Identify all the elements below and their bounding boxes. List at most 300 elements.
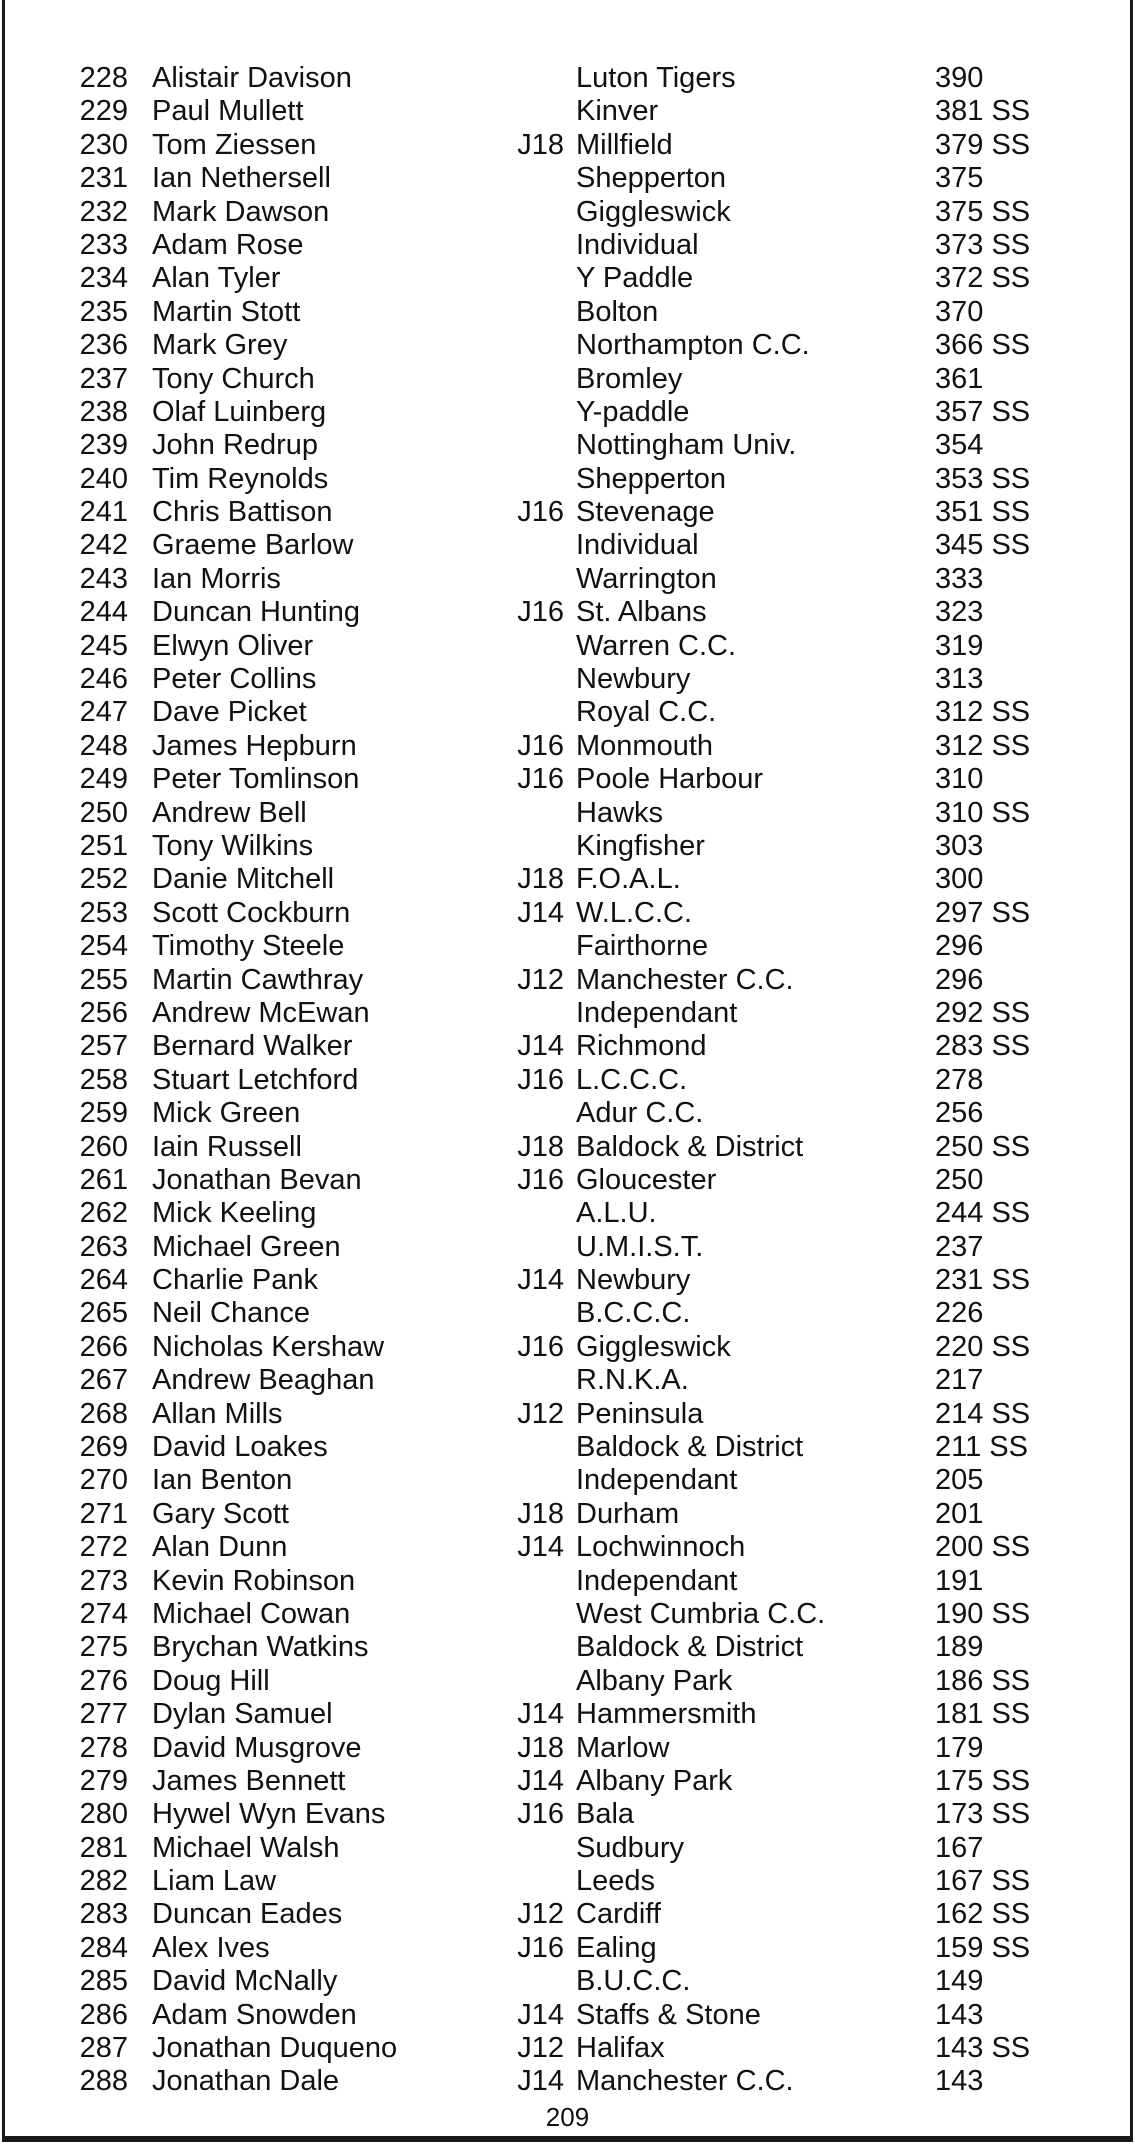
club-cell: Poole Harbour: [576, 763, 763, 796]
table-row: [0, 1431, 1135, 1464]
age-category-cell: J16: [517, 763, 564, 796]
club-cell: Individual: [576, 228, 699, 261]
table-row: [0, 1498, 1135, 1531]
competitor-name-cell: Olaf Luinberg: [152, 395, 327, 428]
table-row: [0, 1932, 1135, 1965]
score-cell: 181 SS: [935, 1698, 1031, 1731]
position-cell: 263: [79, 1230, 128, 1263]
table-row: [0, 863, 1135, 896]
score-cell: 143: [935, 1998, 984, 2031]
competitor-name-cell: Andrew Bell: [152, 796, 307, 829]
club-cell: Shepperton: [576, 162, 726, 195]
competitor-name-cell: Kevin Robinson: [152, 1564, 356, 1597]
club-cell: Warren C.C.: [576, 629, 737, 662]
position-cell: 262: [79, 1197, 128, 1230]
competitor-name-cell: David Musgrove: [152, 1731, 362, 1764]
club-cell: Staffs & Stone: [576, 1998, 761, 2031]
competitor-name-cell: Duncan Eades: [152, 1898, 343, 1931]
age-category-cell: J14: [517, 1531, 564, 1564]
table-row: [0, 630, 1135, 663]
position-cell: 239: [79, 429, 128, 462]
club-cell: Warrington: [576, 562, 717, 595]
table-row: [0, 262, 1135, 295]
table-row: [0, 1665, 1135, 1698]
club-cell: Luton Tigers: [576, 62, 736, 94]
score-cell: 370: [935, 295, 984, 328]
club-cell: B.C.C.C.: [576, 1297, 691, 1330]
table-row: [0, 1631, 1135, 1664]
position-cell: 275: [79, 1631, 128, 1664]
club-cell: St. Albans: [576, 596, 707, 629]
club-cell: Sudbury: [576, 1831, 685, 1864]
table-row: [0, 396, 1135, 429]
age-category-cell: J16: [517, 1798, 564, 1831]
age-category-cell: J14: [517, 1764, 564, 1797]
competitor-name-cell: John Redrup: [152, 429, 319, 462]
score-cell: 217: [935, 1364, 984, 1397]
competitor-name-cell: Elwyn Oliver: [152, 629, 314, 662]
club-cell: Bala: [576, 1798, 635, 1831]
score-cell: 300: [935, 863, 984, 896]
club-cell: Halifax: [576, 2032, 665, 2065]
score-cell: 173 SS: [935, 1798, 1031, 1831]
age-category-cell: J16: [517, 729, 564, 762]
competitor-name-cell: Tony Wilkins: [152, 829, 314, 862]
score-cell: 319: [935, 629, 984, 662]
club-cell: U.M.I.S.T.: [576, 1230, 704, 1263]
table-row: [0, 1197, 1135, 1230]
score-cell: 375 SS: [935, 195, 1031, 228]
position-cell: 229: [79, 95, 128, 128]
position-cell: 286: [79, 1998, 128, 2031]
score-cell: 175 SS: [935, 1764, 1031, 1797]
score-cell: 278: [935, 1063, 984, 1096]
club-cell: Y-paddle: [576, 395, 690, 428]
club-cell: Fairthorne: [576, 930, 709, 963]
score-cell: 231 SS: [935, 1264, 1031, 1297]
table-row: [0, 162, 1135, 195]
club-cell: Monmouth: [576, 729, 714, 762]
competitor-name-cell: Iain Russell: [152, 1130, 302, 1163]
score-cell: 226: [935, 1297, 984, 1330]
table-row: [0, 1798, 1135, 1831]
position-cell: 273: [79, 1564, 128, 1597]
age-category-cell: J16: [517, 596, 564, 629]
competitor-name-cell: James Bennett: [152, 1764, 346, 1797]
score-cell: 159 SS: [935, 1931, 1031, 1964]
score-cell: 189: [935, 1631, 984, 1664]
table-row: [0, 1832, 1135, 1865]
table-row: [0, 1898, 1135, 1931]
score-cell: 179: [935, 1731, 984, 1764]
table-row: [0, 1097, 1135, 1130]
score-cell: 201: [935, 1497, 984, 1530]
table-row: [0, 596, 1135, 629]
score-cell: 211 SS: [935, 1431, 1028, 1464]
position-cell: 287: [79, 2032, 128, 2065]
club-cell: L.C.C.C.: [576, 1063, 688, 1096]
position-cell: 230: [79, 128, 128, 161]
competitor-name-cell: Gary Scott: [152, 1497, 289, 1530]
table-row: [0, 1398, 1135, 1431]
table-row: [0, 1331, 1135, 1364]
table-row: [0, 763, 1135, 796]
competitor-name-cell: Adam Snowden: [152, 1998, 357, 2031]
position-cell: 237: [79, 362, 128, 395]
table-row: [0, 2065, 1135, 2098]
position-cell: 238: [79, 395, 128, 428]
position-cell: 278: [79, 1731, 128, 1764]
age-category-cell: J14: [517, 1698, 564, 1731]
score-cell: 162 SS: [935, 1898, 1031, 1931]
club-cell: Hawks: [576, 796, 664, 829]
position-cell: 272: [79, 1531, 128, 1564]
position-cell: 242: [79, 529, 128, 562]
competitor-name-cell: Mick Keeling: [152, 1197, 317, 1230]
age-category-cell: J12: [517, 963, 564, 996]
club-cell: Gloucester: [576, 1163, 717, 1196]
position-cell: 283: [79, 1898, 128, 1931]
position-cell: 264: [79, 1264, 128, 1297]
position-cell: 245: [79, 629, 128, 662]
competitor-name-cell: David Loakes: [152, 1431, 328, 1464]
position-cell: 285: [79, 1965, 128, 1998]
competitor-name-cell: Alan Tyler: [152, 262, 281, 295]
position-cell: 256: [79, 996, 128, 1029]
score-cell: 381 SS: [935, 95, 1031, 128]
score-cell: 292 SS: [935, 996, 1031, 1029]
age-category-cell: J12: [517, 1898, 564, 1931]
score-cell: 237: [935, 1230, 984, 1263]
table-row: [0, 797, 1135, 830]
table-row: [0, 830, 1135, 863]
competitor-name-cell: Peter Tomlinson: [152, 763, 360, 796]
score-cell: 312 SS: [935, 696, 1031, 729]
age-category-cell: J12: [517, 2032, 564, 2065]
table-row: [0, 1565, 1135, 1598]
position-cell: 277: [79, 1698, 128, 1731]
position-cell: 280: [79, 1798, 128, 1831]
position-cell: 281: [79, 1831, 128, 1864]
position-cell: 251: [79, 829, 128, 862]
competitor-name-cell: Michael Walsh: [152, 1831, 340, 1864]
score-cell: 250 SS: [935, 1130, 1031, 1163]
age-category-cell: J18: [517, 1497, 564, 1530]
score-cell: 296: [935, 930, 984, 963]
competitor-name-cell: Timothy Steele: [152, 930, 345, 963]
score-cell: 310: [935, 763, 984, 796]
age-category-cell: J16: [517, 1163, 564, 1196]
age-category-cell: J14: [517, 2065, 564, 2098]
position-cell: 247: [79, 696, 128, 729]
club-cell: Shepperton: [576, 462, 726, 495]
club-cell: Manchester C.C.: [576, 963, 794, 996]
table-row: [0, 1999, 1135, 2032]
position-cell: 282: [79, 1865, 128, 1898]
score-cell: 167: [935, 1831, 984, 1864]
score-cell: 310 SS: [935, 796, 1031, 829]
position-cell: 241: [79, 496, 128, 529]
competitor-name-cell: Jonathan Dale: [152, 2065, 340, 2098]
table-row: [0, 1030, 1135, 1063]
club-cell: West Cumbria C.C.: [576, 1597, 826, 1630]
club-cell: Independant: [576, 1464, 738, 1497]
competitor-name-cell: Michael Green: [152, 1230, 341, 1263]
table-row: [0, 463, 1135, 496]
score-cell: 143: [935, 2065, 984, 2098]
competitor-name-cell: Mick Green: [152, 1097, 301, 1130]
age-category-cell: J18: [517, 1731, 564, 1764]
table-row: [0, 229, 1135, 262]
position-cell: 234: [79, 262, 128, 295]
score-cell: 379 SS: [935, 128, 1031, 161]
competitor-name-cell: Danie Mitchell: [152, 863, 335, 896]
table-row: [0, 363, 1135, 396]
score-cell: 250: [935, 1163, 984, 1196]
score-cell: 366 SS: [935, 329, 1031, 362]
club-cell: Hammersmith: [576, 1698, 757, 1731]
table-row: [0, 196, 1135, 229]
club-cell: Lochwinnoch: [576, 1531, 746, 1564]
table-row: [0, 663, 1135, 696]
score-cell: 375: [935, 162, 984, 195]
score-cell: 167 SS: [935, 1865, 1031, 1898]
competitor-name-cell: Charlie Pank: [152, 1264, 319, 1297]
club-cell: Stevenage: [576, 496, 715, 529]
position-cell: 228: [79, 62, 128, 94]
position-cell: 257: [79, 1030, 128, 1063]
competitor-name-cell: Scott Cockburn: [152, 896, 351, 929]
position-cell: 266: [79, 1330, 128, 1363]
table-row: [0, 1231, 1135, 1264]
position-cell: 261: [79, 1163, 128, 1196]
competitor-name-cell: Peter Collins: [152, 663, 317, 696]
competitor-name-cell: Michael Cowan: [152, 1597, 351, 1630]
competitor-name-cell: Tom Ziessen: [152, 128, 317, 161]
competitor-name-cell: Mark Grey: [152, 329, 288, 362]
competitor-name-cell: Nicholas Kershaw: [152, 1330, 385, 1363]
club-cell: Kinver: [576, 95, 659, 128]
table-row: [0, 1364, 1135, 1397]
position-cell: 274: [79, 1597, 128, 1630]
score-cell: 351 SS: [935, 496, 1031, 529]
table-row: [0, 95, 1135, 128]
table-row: [0, 529, 1135, 562]
competitor-name-cell: Duncan Hunting: [152, 596, 360, 629]
competitor-name-cell: James Hepburn: [152, 729, 357, 762]
position-cell: 248: [79, 729, 128, 762]
position-cell: 233: [79, 228, 128, 261]
age-category-cell: J16: [517, 1063, 564, 1096]
table-row: [0, 1865, 1135, 1898]
position-cell: 279: [79, 1764, 128, 1797]
age-category-cell: J16: [517, 496, 564, 529]
score-cell: 361: [935, 362, 984, 395]
position-cell: 258: [79, 1063, 128, 1096]
competitor-name-cell: Paul Mullett: [152, 95, 304, 128]
table-row: [0, 2032, 1135, 2065]
club-cell: Y Paddle: [576, 262, 694, 295]
competitor-name-cell: Hywel Wyn Evans: [152, 1798, 386, 1831]
club-cell: Giggleswick: [576, 1330, 731, 1363]
age-category-cell: J18: [517, 1130, 564, 1163]
club-cell: Newbury: [576, 1264, 691, 1297]
club-cell: Albany Park: [576, 1664, 733, 1697]
position-cell: 246: [79, 663, 128, 696]
competitor-name-cell: Stuart Letchford: [152, 1063, 359, 1096]
position-cell: 268: [79, 1397, 128, 1430]
table-row: [0, 1131, 1135, 1164]
competitor-name-cell: Martin Stott: [152, 295, 301, 328]
position-cell: 284: [79, 1931, 128, 1964]
competitor-name-cell: Bernard Walker: [152, 1030, 353, 1063]
club-cell: Royal C.C.: [576, 696, 717, 729]
club-cell: Ealing: [576, 1931, 657, 1964]
position-cell: 252: [79, 863, 128, 896]
position-cell: 244: [79, 596, 128, 629]
club-cell: B.U.C.C.: [576, 1965, 691, 1998]
position-cell: 253: [79, 896, 128, 929]
age-category-cell: J16: [517, 1330, 564, 1363]
score-cell: 345 SS: [935, 529, 1031, 562]
position-cell: 231: [79, 162, 128, 195]
age-category-cell: J18: [517, 863, 564, 896]
club-cell: Bromley: [576, 362, 683, 395]
competitor-name-cell: Alistair Davison: [152, 62, 352, 94]
table-row: [0, 730, 1135, 763]
position-cell: 265: [79, 1297, 128, 1330]
club-cell: Baldock & District: [576, 1130, 804, 1163]
table-row: [0, 696, 1135, 729]
score-cell: 143 SS: [935, 2032, 1031, 2065]
competitor-name-cell: Martin Cawthray: [152, 963, 364, 996]
club-cell: Marlow: [576, 1731, 670, 1764]
club-cell: Durham: [576, 1497, 680, 1530]
club-cell: Baldock & District: [576, 1631, 804, 1664]
competitor-name-cell: Andrew Beaghan: [152, 1364, 375, 1397]
age-category-cell: J18: [517, 128, 564, 161]
club-cell: Giggleswick: [576, 195, 731, 228]
competitor-name-cell: Allan Mills: [152, 1397, 283, 1430]
table-row: [0, 1297, 1135, 1330]
position-cell: 267: [79, 1364, 128, 1397]
position-cell: 276: [79, 1664, 128, 1697]
score-cell: 256: [935, 1097, 984, 1130]
position-cell: 288: [79, 2065, 128, 2098]
page-border-bottom: [2, 2136, 1133, 2142]
competitor-name-cell: Adam Rose: [152, 228, 304, 261]
table-row: [0, 496, 1135, 529]
score-cell: 333: [935, 562, 984, 595]
score-cell: 312 SS: [935, 729, 1031, 762]
club-cell: Peninsula: [576, 1397, 704, 1430]
score-cell: 297 SS: [935, 896, 1031, 929]
club-cell: Albany Park: [576, 1764, 733, 1797]
score-cell: 214 SS: [935, 1397, 1031, 1430]
competitor-name-cell: Dylan Samuel: [152, 1698, 333, 1731]
age-category-cell: J16: [517, 1931, 564, 1964]
age-category-cell: J14: [517, 1998, 564, 2031]
results-table: [0, 62, 1135, 2099]
table-row: [0, 930, 1135, 963]
position-cell: 236: [79, 329, 128, 362]
club-cell: Leeds: [576, 1865, 656, 1898]
score-cell: 244 SS: [935, 1197, 1031, 1230]
club-cell: Northampton C.C.: [576, 329, 810, 362]
score-cell: 296: [935, 963, 984, 996]
competitor-name-cell: Doug Hill: [152, 1664, 270, 1697]
club-cell: Manchester C.C.: [576, 2065, 794, 2098]
position-cell: 269: [79, 1431, 128, 1464]
club-cell: Newbury: [576, 663, 691, 696]
club-cell: Kingfisher: [576, 829, 705, 862]
table-row: [0, 1765, 1135, 1798]
club-cell: Bolton: [576, 295, 659, 328]
score-cell: 186 SS: [935, 1664, 1031, 1697]
competitor-name-cell: Jonathan Bevan: [152, 1163, 362, 1196]
position-cell: 255: [79, 963, 128, 996]
score-cell: 313: [935, 663, 984, 696]
competitor-name-cell: Alan Dunn: [152, 1531, 288, 1564]
table-row: [0, 62, 1135, 95]
score-cell: 220 SS: [935, 1330, 1031, 1363]
club-cell: Millfield: [576, 128, 673, 161]
competitor-name-cell: Tony Church: [152, 362, 315, 395]
table-row: [0, 429, 1135, 462]
competitor-name-cell: Brychan Watkins: [152, 1631, 369, 1664]
table-row: [0, 1064, 1135, 1097]
score-cell: 373 SS: [935, 228, 1031, 261]
competitor-name-cell: Ian Nethersell: [152, 162, 331, 195]
competitor-name-cell: David McNally: [152, 1965, 338, 1998]
competitor-name-cell: Graeme Barlow: [152, 529, 354, 562]
club-cell: Independant: [576, 1564, 738, 1597]
table-row: [0, 997, 1135, 1030]
club-cell: Independant: [576, 996, 738, 1029]
competitor-name-cell: Mark Dawson: [152, 195, 330, 228]
table-row: [0, 563, 1135, 596]
club-cell: W.L.C.C.: [576, 896, 693, 929]
table-row: [0, 1598, 1135, 1631]
score-cell: 303: [935, 829, 984, 862]
competitor-name-cell: Andrew McEwan: [152, 996, 370, 1029]
table-row: [0, 1164, 1135, 1197]
score-cell: 149: [935, 1965, 984, 1998]
club-cell: Individual: [576, 529, 699, 562]
table-row: [0, 1464, 1135, 1497]
age-category-cell: J12: [517, 1397, 564, 1430]
table-row: [0, 129, 1135, 162]
position-cell: 270: [79, 1464, 128, 1497]
club-cell: R.N.K.A.: [576, 1364, 689, 1397]
table-row: [0, 1698, 1135, 1731]
position-cell: 259: [79, 1097, 128, 1130]
club-cell: Cardiff: [576, 1898, 661, 1931]
score-cell: 354: [935, 429, 984, 462]
age-category-cell: J14: [517, 896, 564, 929]
position-cell: 254: [79, 930, 128, 963]
table-row: [0, 897, 1135, 930]
position-cell: 235: [79, 295, 128, 328]
competitor-name-cell: Dave Picket: [152, 696, 307, 729]
table-row: [0, 1965, 1135, 1998]
position-cell: 243: [79, 562, 128, 595]
competitor-name-cell: Tim Reynolds: [152, 462, 329, 495]
position-cell: 249: [79, 763, 128, 796]
score-cell: 205: [935, 1464, 984, 1497]
club-cell: A.L.U.: [576, 1197, 657, 1230]
table-row: [0, 1732, 1135, 1765]
